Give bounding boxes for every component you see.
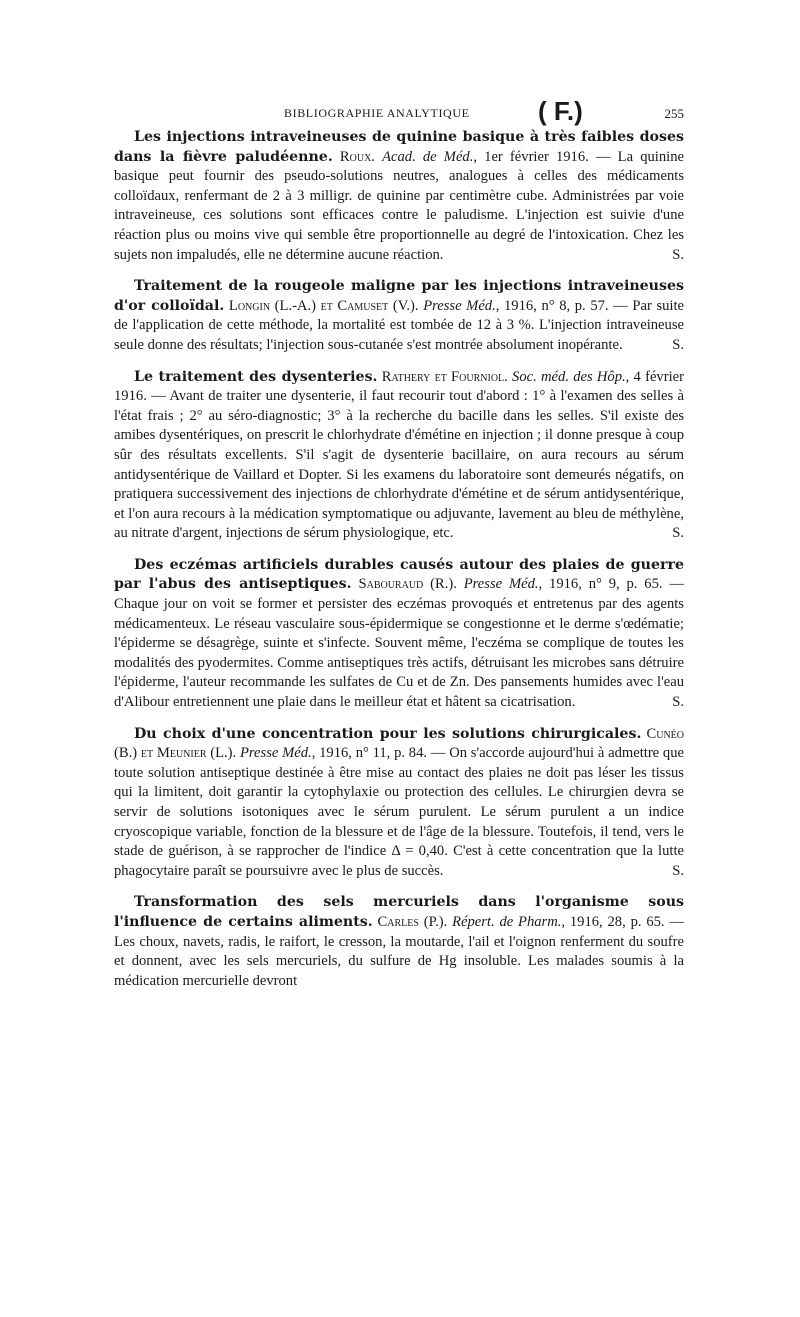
entry-signature: S. (672, 336, 684, 353)
entry-author: Carles (P.). (377, 913, 448, 930)
entry-author: Longin (L.-A.) et Camuset (V.). (228, 297, 419, 314)
entry-title: Des eczémas artificiels durables causés autour des plaies de guerre par l'abus des antiseptiques. (114, 556, 684, 593)
entry-title: Le traitement des dysenteries. (134, 368, 378, 385)
running-head (114, 96, 684, 130)
entry-title: Transformation des sels mercuriels dans l'organisme sous l'influence de certains aliments. (114, 894, 684, 930)
entry-signature: S. (672, 862, 684, 879)
entry-author: Roux. (339, 148, 375, 165)
entry-ref: , 1916, n° 8, p. 57. — (495, 297, 633, 314)
abstract-entry (114, 893, 684, 991)
entry-text: Les choux, navets, radis, le raifort, le cresson, la moutarde, l'ail et l'oignon renferment du soufre et donnent, avec les sels mercuriels, du sulfure de Hg insoluble. Les malades soumis à la médication mercurielle devront (114, 933, 684, 989)
abstract-entry (114, 725, 684, 882)
entry-text: Chaque jour on voit se former et persister des eczémas provoqués et entretenus par des agents médicamenteux. Le réseau vasculaire sous-épidermique se congestionne et le derme s'œdématie; l'épiderme se désagrège, suinte et s'infecte. Souvent même, l'eczéma se complique de toutes les modalités des pyodermites. Comme antiseptiques très actifs, détruisant les microbes sans détruire l'épiderme, l'auteur recommande les sulfates de Cu et de Zn. Des pansements humides avec l'eau d'Alibour entretiennent une plaie dans le meilleur état et hâtent sa cicatrisation. (114, 596, 684, 711)
entry-title: Les injections intraveineuses de quinine basique à très faibles doses dans la fièvre paludéenne. (114, 129, 684, 165)
running-title: BIBLIOGRAPHIE ANALYTIQUE (284, 106, 470, 120)
abstract-entry (114, 128, 684, 265)
abstract-entry (114, 556, 684, 713)
entry-ref: , 1916, n° 9, p. 65. — (538, 576, 684, 593)
entry-text: Par suite de l'application de cette méthode, la mortalité est tombée de 12 à 3 %. L'injection intraveineuse seule donne des résultats; l'injection sous-cutanée s'est montrée absolument inopérante. (114, 297, 685, 353)
abstract-entry (114, 368, 684, 544)
entry-ref: , 1916, 28, p. 65. — (561, 913, 684, 930)
entry-text: La quinine basique peut fournir des pseudo-solutions neutres, analogues à celles des médicaments colloïdaux, renfermant de 2 à 3 milligr. de quinine par centimètre cube. Administrées par voie intraveineuse, ces solutions sont efficaces contre le paludisme. L'injection est suivie d'une réaction plus ou moins vive qui semble être proportionnelle au degré de l'intoxication. Chez les sujets non impaludés, elle ne détermine aucune réaction. (114, 148, 684, 263)
entry-signature: S. (672, 246, 684, 263)
entry-title: Traitement de la rougeole maligne par les injections intraveineuses d'or colloïdal. (114, 278, 684, 314)
entry-signature: S. (672, 525, 684, 542)
entry-source: Soc. méd. des Hôp. (512, 368, 626, 385)
entry-signature: S. (672, 694, 684, 711)
entry-source: Presse Méd. (423, 297, 496, 314)
entry-source: Presse Méd. (239, 745, 312, 762)
entry-ref: , 1916, n° 11, p. 84. — (311, 745, 450, 762)
entry-ref: , 4 février 1916. — (114, 368, 684, 405)
entry-author: Cunéo (B.) et Meunier (L.). (114, 725, 685, 762)
entry-author: Sabouraud (R.). (358, 576, 457, 593)
entry-source: Acad. de Méd. (382, 148, 474, 165)
library-stamp: ( F.) (538, 96, 583, 126)
abstracts-body (114, 128, 684, 1003)
entry-source: Presse Méd. (463, 576, 539, 593)
entry-author: Rathery et Fourniol. (381, 368, 508, 385)
page-number: 255 (664, 106, 684, 121)
entry-text: On s'accorde aujourd'hui à admettre que toute solution antiseptique destinée à être mise au contact des plaies ne doit pas léser les tissus qui la limitent, doit garantir la cytophylaxie ou protection des cellules. Le chirurgien devra se servir de solutions isotoniques avec le sérum purulent. Le sérum purulent a un indice cryoscopique variable, fonction de la blessure et de l'âge de la blessure. Toutefois, il tend, vers le stade de guérison, à se rapprocher de l'indice Δ = 0,40. C'est à cette concentration que la lutte phagocytaire paraît se poursuivre avec le plus de succès. (114, 745, 684, 879)
abstract-entry (114, 277, 684, 355)
entry-title: Du choix d'une concentration pour les solutions chirurgicales. (134, 725, 642, 742)
entry-text: Avant de traiter une dysenterie, il faut recourir tout d'abord : 1° à l'examen des selles à l'état frais ; 2° au séro-diagnostic; 3° à la recherche du bacille dans les selles. S'il existe des amibes dysentériques, on prescrit le chlorhydrate d'émétine en injection ; il donne presque à coup sûr des résultats excellents. S'il s'agit de dysenterie bacillaire, on aura recours au sérum antidysentérique de Vaillard et Dopter. Si les examens du laboratoire sont demeurés négatifs, on pratiquera successivement des injections de chlorhydrate d'émétine et de sérum antidysentérique, et l'on aura recours à la médication symptomatique ou adjuvante, lavement au bleu de méthylène, au nitrate d'argent, injections de sérum physiologique, etc. (114, 388, 684, 542)
entry-ref: , 1er février 1916. — (473, 148, 618, 165)
entry-source: Répert. de Pharm. (452, 913, 562, 930)
